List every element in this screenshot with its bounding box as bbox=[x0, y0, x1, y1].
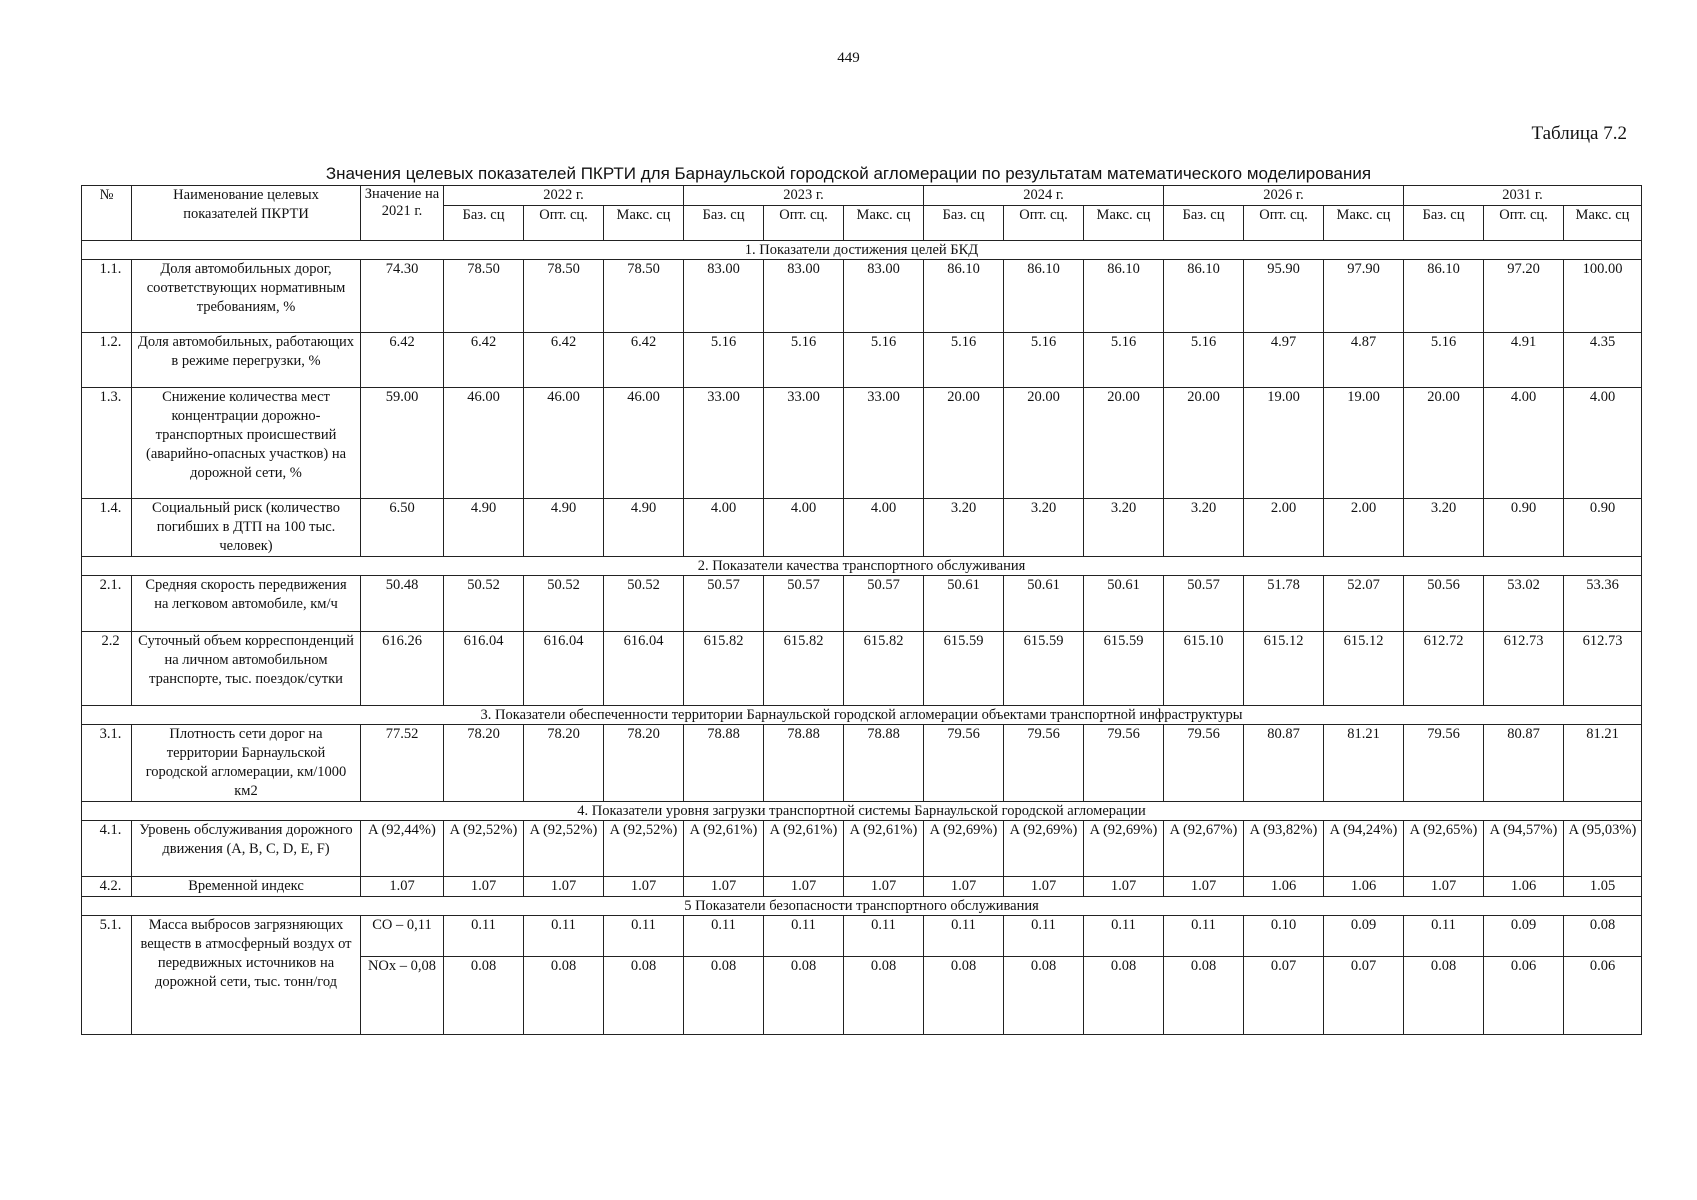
row-value: 20.00 bbox=[1084, 388, 1164, 499]
row-value: 50.57 bbox=[844, 576, 924, 632]
row-base-value: NOx – 0,08 bbox=[361, 957, 444, 1035]
row-value: 3.20 bbox=[1084, 499, 1164, 557]
row-value: 53.02 bbox=[1484, 576, 1564, 632]
row-value: 80.87 bbox=[1244, 725, 1324, 802]
row-value: 50.52 bbox=[444, 576, 524, 632]
row-value: 33.00 bbox=[684, 388, 764, 499]
row-value: A (93,82%) bbox=[1244, 821, 1324, 877]
row-value: 1.06 bbox=[1324, 877, 1404, 897]
row-value: A (92,67%) bbox=[1164, 821, 1244, 877]
row-value: 52.07 bbox=[1324, 576, 1404, 632]
row-value: 50.57 bbox=[684, 576, 764, 632]
row-value: 78.20 bbox=[604, 725, 684, 802]
row-name: Плотность сети дорог на территории Барнаульской городской агломерации, км/1000 км2 bbox=[132, 725, 361, 802]
row-value: 612.73 bbox=[1484, 632, 1564, 706]
section-row bbox=[82, 241, 1642, 260]
row-value: 19.00 bbox=[1324, 388, 1404, 499]
row-value: 0.90 bbox=[1484, 499, 1564, 557]
row-value: A (92,69%) bbox=[1004, 821, 1084, 877]
row-value: 50.61 bbox=[924, 576, 1004, 632]
row-value: 0.11 bbox=[1404, 916, 1484, 957]
row-value: 612.72 bbox=[1404, 632, 1484, 706]
row-value: 4.00 bbox=[764, 499, 844, 557]
row-value: 616.04 bbox=[524, 632, 604, 706]
table-row bbox=[82, 499, 1642, 557]
row-value: 46.00 bbox=[444, 388, 524, 499]
header-scenario: Макс. сц bbox=[1324, 206, 1404, 241]
table-row bbox=[82, 333, 1642, 388]
row-value: 0.08 bbox=[764, 957, 844, 1035]
row-value: 20.00 bbox=[1004, 388, 1084, 499]
row-value: A (92,69%) bbox=[924, 821, 1004, 877]
row-value: 0.11 bbox=[1004, 916, 1084, 957]
row-value: 86.10 bbox=[1404, 260, 1484, 333]
table-label: Таблица 7.2 bbox=[1531, 123, 1627, 144]
row-value: A (94,24%) bbox=[1324, 821, 1404, 877]
table-body bbox=[82, 186, 1642, 1035]
row-value: 0.11 bbox=[684, 916, 764, 957]
section-row bbox=[82, 802, 1642, 821]
row-value: 3.20 bbox=[1004, 499, 1084, 557]
row-value: 0.08 bbox=[1564, 916, 1642, 957]
row-number: 3.1. bbox=[82, 725, 132, 802]
section-row bbox=[82, 706, 1642, 725]
row-name: Снижение количества мест концентрации дорожно-транспортных происшествий (аварийно-опасных участков) на дорожной сети, % bbox=[132, 388, 361, 499]
row-value: A (92,52%) bbox=[524, 821, 604, 877]
row-value: 4.97 bbox=[1244, 333, 1324, 388]
row-value: A (95,03%) bbox=[1564, 821, 1642, 877]
row-value: 612.73 bbox=[1564, 632, 1642, 706]
row-value: A (92,61%) bbox=[844, 821, 924, 877]
header-row-years bbox=[82, 186, 1642, 206]
row-value: 33.00 bbox=[764, 388, 844, 499]
row-number: 1.3. bbox=[82, 388, 132, 499]
row-number: 1.4. bbox=[82, 499, 132, 557]
table-row bbox=[82, 260, 1642, 333]
row-value: 20.00 bbox=[924, 388, 1004, 499]
table-row bbox=[82, 576, 1642, 632]
row-value: 1.07 bbox=[444, 877, 524, 897]
row-value: 0.08 bbox=[924, 957, 1004, 1035]
section-title: 4. Показатели уровня загрузки транспортной системы Барнаульской городской агломерации bbox=[82, 802, 1642, 821]
row-name: Временной индекс bbox=[132, 877, 361, 897]
row-value: 5.16 bbox=[1084, 333, 1164, 388]
row-value: 0.11 bbox=[1164, 916, 1244, 957]
row-value: A (92,61%) bbox=[684, 821, 764, 877]
header-year: 2026 г. bbox=[1164, 186, 1404, 206]
row-value: 0.08 bbox=[604, 957, 684, 1035]
row-value: 78.50 bbox=[604, 260, 684, 333]
row-value: 2.00 bbox=[1324, 499, 1404, 557]
row-value: 53.36 bbox=[1564, 576, 1642, 632]
row-value: 79.56 bbox=[924, 725, 1004, 802]
row-value: 19.00 bbox=[1244, 388, 1324, 499]
row-number: 4.1. bbox=[82, 821, 132, 877]
row-number: 2.2 bbox=[82, 632, 132, 706]
row-value: 0.08 bbox=[444, 957, 524, 1035]
row-value: 0.11 bbox=[844, 916, 924, 957]
header-scenario: Баз. сц bbox=[1404, 206, 1484, 241]
row-value: 33.00 bbox=[844, 388, 924, 499]
header-scenario: Опт. сц. bbox=[1004, 206, 1084, 241]
row-value: 78.50 bbox=[524, 260, 604, 333]
table-title: Значения целевых показателей ПКРТИ для Барнаульской городской агломерации по результатам математического моделирования bbox=[325, 164, 1372, 183]
row-base-value: 59.00 bbox=[361, 388, 444, 499]
row-value: 97.20 bbox=[1484, 260, 1564, 333]
row-base-value: A (92,44%) bbox=[361, 821, 444, 877]
row-value: 0.11 bbox=[764, 916, 844, 957]
row-number: 1.2. bbox=[82, 333, 132, 388]
row-value: 6.42 bbox=[444, 333, 524, 388]
row-name: Доля автомобильных дорог, соответствующих нормативным требованиям, % bbox=[132, 260, 361, 333]
row-base-value: CO – 0,11 bbox=[361, 916, 444, 957]
section-title: 5 Показатели безопасности транспортного обслуживания bbox=[82, 897, 1642, 916]
section-title: 3. Показатели обеспеченности территории Барнаульской городской агломерации объектами транспортной инфраструктуры bbox=[82, 706, 1642, 725]
row-value: 615.59 bbox=[924, 632, 1004, 706]
row-value: 50.61 bbox=[1004, 576, 1084, 632]
row-name: Социальный риск (количество погибших в ДТП на 100 тыс. человек) bbox=[132, 499, 361, 557]
row-value: 4.35 bbox=[1564, 333, 1642, 388]
row-base-value: 1.07 bbox=[361, 877, 444, 897]
row-value: 4.91 bbox=[1484, 333, 1564, 388]
row-name: Средняя скорость передвижения на легковом автомобиле, км/ч bbox=[132, 576, 361, 632]
row-value: 0.06 bbox=[1564, 957, 1642, 1035]
indicators-table bbox=[81, 185, 1642, 1035]
row-value: 0.06 bbox=[1484, 957, 1564, 1035]
row-number: 4.2. bbox=[82, 877, 132, 897]
row-value: 5.16 bbox=[1164, 333, 1244, 388]
row-value: 50.61 bbox=[1084, 576, 1164, 632]
header-year: 2024 г. bbox=[924, 186, 1164, 206]
row-value: 0.11 bbox=[524, 916, 604, 957]
table-row bbox=[82, 877, 1642, 897]
row-value: 1.06 bbox=[1484, 877, 1564, 897]
row-value: 51.78 bbox=[1244, 576, 1324, 632]
row-value: 0.08 bbox=[1084, 957, 1164, 1035]
row-value: 78.88 bbox=[684, 725, 764, 802]
row-value: 0.09 bbox=[1484, 916, 1564, 957]
header-year: 2022 г. bbox=[444, 186, 684, 206]
row-name: Масса выбросов загрязняющих веществ в атмосферный воздух от передвижных источников на дорожной сети, тыс. тонн/год bbox=[132, 916, 361, 1035]
row-value: 81.21 bbox=[1564, 725, 1642, 802]
row-value: 4.90 bbox=[524, 499, 604, 557]
header-scenario: Макс. сц bbox=[1084, 206, 1164, 241]
row-value: 615.82 bbox=[684, 632, 764, 706]
row-value: 615.82 bbox=[764, 632, 844, 706]
row-value: 1.07 bbox=[604, 877, 684, 897]
row-value: 78.88 bbox=[844, 725, 924, 802]
row-name: Доля автомобильных, работающих в режиме перегрузки, % bbox=[132, 333, 361, 388]
row-value: 3.20 bbox=[1164, 499, 1244, 557]
row-value: 50.57 bbox=[1164, 576, 1244, 632]
table-row bbox=[82, 821, 1642, 877]
row-value: 80.87 bbox=[1484, 725, 1564, 802]
row-base-value: 77.52 bbox=[361, 725, 444, 802]
row-value: 615.12 bbox=[1244, 632, 1324, 706]
section-row bbox=[82, 897, 1642, 916]
row-value: 3.20 bbox=[924, 499, 1004, 557]
row-value: 0.08 bbox=[524, 957, 604, 1035]
row-value: 0.11 bbox=[604, 916, 684, 957]
row-value: 1.07 bbox=[764, 877, 844, 897]
row-value: A (92,52%) bbox=[444, 821, 524, 877]
row-value: 86.10 bbox=[1004, 260, 1084, 333]
row-value: 0.07 bbox=[1244, 957, 1324, 1035]
row-value: 0.07 bbox=[1324, 957, 1404, 1035]
header-scenario: Макс. сц bbox=[844, 206, 924, 241]
header-base-value: Значение на 2021 г. bbox=[361, 186, 444, 241]
row-value: 4.00 bbox=[1484, 388, 1564, 499]
row-value: 1.07 bbox=[1164, 877, 1244, 897]
row-value: 0.11 bbox=[1084, 916, 1164, 957]
row-number: 2.1. bbox=[82, 576, 132, 632]
row-value: 1.05 bbox=[1564, 877, 1642, 897]
section-row bbox=[82, 557, 1642, 576]
row-value: 95.90 bbox=[1244, 260, 1324, 333]
header-scenario: Макс. сц bbox=[604, 206, 684, 241]
row-value: 1.07 bbox=[684, 877, 764, 897]
row-value: 86.10 bbox=[924, 260, 1004, 333]
row-value: A (92,61%) bbox=[764, 821, 844, 877]
row-value: 5.16 bbox=[1404, 333, 1484, 388]
row-name: Уровень обслуживания дорожного движения (A, B, C, D, E, F) bbox=[132, 821, 361, 877]
row-number: 5.1. bbox=[82, 916, 132, 1035]
row-base-value: 6.50 bbox=[361, 499, 444, 557]
row-value: 78.50 bbox=[444, 260, 524, 333]
header-no: № bbox=[82, 186, 132, 241]
row-value: 5.16 bbox=[764, 333, 844, 388]
row-value: A (92,52%) bbox=[604, 821, 684, 877]
row-value: 86.10 bbox=[1164, 260, 1244, 333]
header-scenario: Опт. сц. bbox=[1244, 206, 1324, 241]
row-value: 615.12 bbox=[1324, 632, 1404, 706]
row-value: 5.16 bbox=[844, 333, 924, 388]
row-value: 0.08 bbox=[684, 957, 764, 1035]
row-value: 0.08 bbox=[1004, 957, 1084, 1035]
header-scenario: Опт. сц. bbox=[764, 206, 844, 241]
row-value: 46.00 bbox=[524, 388, 604, 499]
row-value: 0.08 bbox=[1164, 957, 1244, 1035]
row-value: 1.07 bbox=[924, 877, 1004, 897]
row-value: 50.57 bbox=[764, 576, 844, 632]
page-number: 449 bbox=[837, 50, 860, 66]
header-scenario: Баз. сц bbox=[924, 206, 1004, 241]
row-value: 1.07 bbox=[524, 877, 604, 897]
row-value: 615.82 bbox=[844, 632, 924, 706]
row-value: A (92,69%) bbox=[1084, 821, 1164, 877]
row-value: A (94,57%) bbox=[1484, 821, 1564, 877]
row-base-value: 50.48 bbox=[361, 576, 444, 632]
row-value: 4.87 bbox=[1324, 333, 1404, 388]
row-value: 2.00 bbox=[1244, 499, 1324, 557]
row-value: 78.88 bbox=[764, 725, 844, 802]
header-scenario: Баз. сц bbox=[684, 206, 764, 241]
header-scenario: Баз. сц bbox=[1164, 206, 1244, 241]
row-base-value: 6.42 bbox=[361, 333, 444, 388]
row-value: 1.06 bbox=[1244, 877, 1324, 897]
row-base-value: 616.26 bbox=[361, 632, 444, 706]
header-scenario: Макс. сц bbox=[1564, 206, 1642, 241]
row-value: 615.59 bbox=[1084, 632, 1164, 706]
row-name: Суточный объем корреспонденций на личном автомобильном транспорте, тыс. поездок/сутки bbox=[132, 632, 361, 706]
row-value: 100.00 bbox=[1564, 260, 1642, 333]
row-value: 615.10 bbox=[1164, 632, 1244, 706]
header-scenario: Опт. сц. bbox=[1484, 206, 1564, 241]
row-value: 79.56 bbox=[1404, 725, 1484, 802]
row-value: 6.42 bbox=[604, 333, 684, 388]
row-value: A (92,65%) bbox=[1404, 821, 1484, 877]
header-name: Наименование целевых показателей ПКРТИ bbox=[132, 186, 361, 241]
row-value: 5.16 bbox=[924, 333, 1004, 388]
row-value: 4.00 bbox=[1564, 388, 1642, 499]
row-value: 4.00 bbox=[684, 499, 764, 557]
row-number: 1.1. bbox=[82, 260, 132, 333]
header-year: 2023 г. bbox=[684, 186, 924, 206]
row-value: 79.56 bbox=[1004, 725, 1084, 802]
row-value: 1.07 bbox=[1084, 877, 1164, 897]
row-value: 20.00 bbox=[1404, 388, 1484, 499]
header-year: 2031 г. bbox=[1404, 186, 1642, 206]
row-value: 20.00 bbox=[1164, 388, 1244, 499]
row-value: 81.21 bbox=[1324, 725, 1404, 802]
row-value: 6.42 bbox=[524, 333, 604, 388]
section-title: 1. Показатели достижения целей БКД bbox=[82, 241, 1642, 260]
row-value: 79.56 bbox=[1084, 725, 1164, 802]
row-value: 83.00 bbox=[684, 260, 764, 333]
row-value: 79.56 bbox=[1164, 725, 1244, 802]
row-base-value: 74.30 bbox=[361, 260, 444, 333]
row-value: 97.90 bbox=[1324, 260, 1404, 333]
table-row bbox=[82, 725, 1642, 802]
row-value: 4.90 bbox=[444, 499, 524, 557]
row-value: 50.52 bbox=[524, 576, 604, 632]
row-value: 5.16 bbox=[684, 333, 764, 388]
row-value: 50.52 bbox=[604, 576, 684, 632]
row-value: 4.90 bbox=[604, 499, 684, 557]
row-value: 0.08 bbox=[1404, 957, 1484, 1035]
row-value: 78.20 bbox=[444, 725, 524, 802]
row-value: 0.09 bbox=[1324, 916, 1404, 957]
section-title: 2. Показатели качества транспортного обслуживания bbox=[82, 557, 1642, 576]
row-value: 1.07 bbox=[1004, 877, 1084, 897]
row-value: 3.20 bbox=[1404, 499, 1484, 557]
row-value: 86.10 bbox=[1084, 260, 1164, 333]
row-value: 0.08 bbox=[844, 957, 924, 1035]
header-scenario: Баз. сц bbox=[444, 206, 524, 241]
row-value: 5.16 bbox=[1004, 333, 1084, 388]
table-row bbox=[82, 916, 1642, 957]
row-value: 4.00 bbox=[844, 499, 924, 557]
row-value: 0.90 bbox=[1564, 499, 1642, 557]
row-value: 46.00 bbox=[604, 388, 684, 499]
table-row bbox=[82, 388, 1642, 499]
row-value: 78.20 bbox=[524, 725, 604, 802]
row-value: 0.10 bbox=[1244, 916, 1324, 957]
row-value: 0.11 bbox=[924, 916, 1004, 957]
row-value: 50.56 bbox=[1404, 576, 1484, 632]
row-value: 0.11 bbox=[444, 916, 524, 957]
row-value: 1.07 bbox=[1404, 877, 1484, 897]
row-value: 83.00 bbox=[764, 260, 844, 333]
row-value: 616.04 bbox=[444, 632, 524, 706]
row-value: 616.04 bbox=[604, 632, 684, 706]
header-scenario: Опт. сц. bbox=[524, 206, 604, 241]
row-value: 615.59 bbox=[1004, 632, 1084, 706]
table-row bbox=[82, 632, 1642, 706]
row-value: 83.00 bbox=[844, 260, 924, 333]
row-value: 1.07 bbox=[844, 877, 924, 897]
